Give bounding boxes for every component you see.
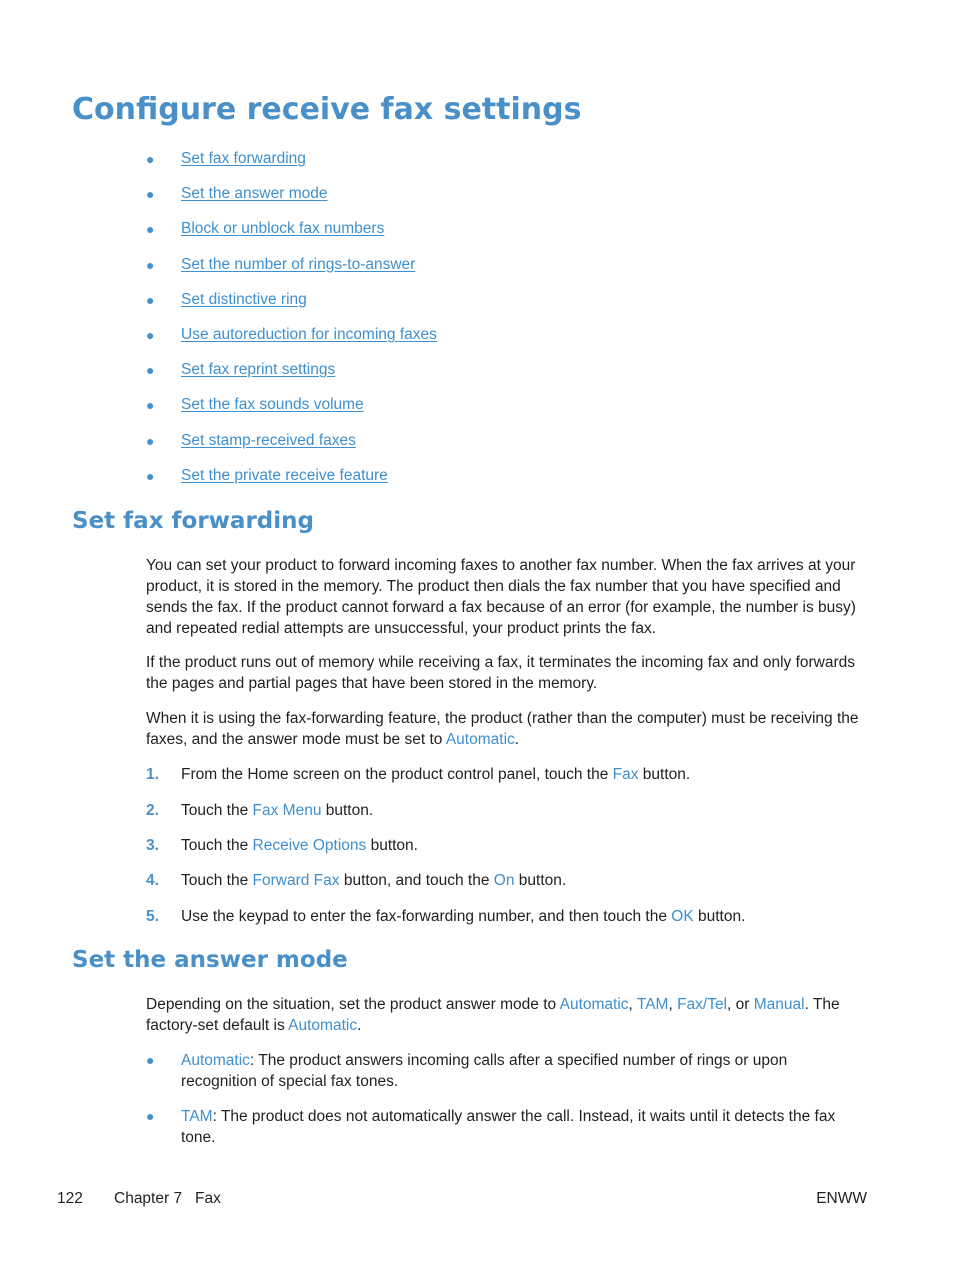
text-span: : The product does not automatically answer the call. Instead, it waits until it detects the fax tone.: [181, 1108, 836, 1146]
text-span: Touch the: [181, 837, 253, 854]
bullet-icon: ●: [146, 1052, 155, 1068]
answer-mode-bullet-tam: [146, 1106, 864, 1148]
text-span: , or: [727, 996, 754, 1013]
ui-term-ok: OK: [671, 908, 694, 925]
step-number: 2.: [146, 802, 159, 819]
step-text: [181, 764, 690, 785]
bullet-icon: ●: [146, 362, 155, 379]
bullet-icon: ●: [146, 291, 155, 308]
page-title: Configure receive fax settings: [72, 92, 582, 127]
bullet-icon: ●: [146, 432, 155, 449]
ui-term-tam: TAM: [181, 1108, 213, 1125]
ui-term-fax-tel: Fax/Tel: [677, 996, 728, 1013]
forwarding-paragraph-3: [146, 708, 864, 750]
toc-link-reprint-settings[interactable]: Set fax reprint settings: [181, 361, 336, 379]
step-text: [181, 870, 566, 891]
answer-mode-bullet-automatic: [146, 1050, 864, 1092]
text-span: .: [357, 1017, 362, 1034]
toc-link-rings-to-answer[interactable]: Set the number of rings-to-answer: [181, 255, 416, 273]
toc-item: [146, 357, 437, 392]
text-span: button, and touch the: [339, 872, 494, 889]
text-span: . The factory-set default is: [146, 996, 840, 1034]
ui-term-on: On: [493, 872, 515, 889]
text-span: Touch the: [181, 872, 253, 889]
ui-term-automatic: Automatic: [445, 731, 515, 748]
ui-term-receive-options: Receive Options: [252, 837, 367, 854]
step-text: [181, 800, 373, 821]
text-span: .: [514, 731, 520, 748]
section-heading-fax-forwarding: Set fax forwarding: [72, 508, 314, 534]
toc-item: [146, 463, 437, 498]
footer-page-number: 122: [57, 1190, 83, 1207]
text-span: From the Home screen on the product control panel, touch the: [181, 766, 613, 783]
toc-link-private-receive[interactable]: Set the private receive feature: [181, 466, 388, 484]
ui-term-automatic: Automatic: [559, 996, 629, 1013]
bullet-text: [181, 1106, 864, 1148]
answer-mode-intro: [146, 994, 864, 1036]
ui-term-fax: Fax: [612, 766, 639, 783]
toc-item: [146, 392, 437, 427]
toc-item: [146, 146, 437, 181]
bullet-icon: ●: [146, 397, 155, 414]
step-text: [181, 906, 745, 927]
bullet-icon: ●: [146, 256, 155, 273]
forwarding-paragraph-1: You can set your product to forward incoming faxes to another fax number. When the fax arrives at your product, it is stored in the memory. The product then dials the fax number that you have specified and sends the fax. If the product cannot forward a fax because of an error (for example, the number is busy) and repeated redial attempts are unsuccessful, your product prints the fax.: [146, 557, 856, 637]
toc-link-stamp-received[interactable]: Set stamp-received faxes: [181, 431, 356, 449]
toc-item: [146, 181, 437, 216]
step-number: 5.: [146, 908, 159, 925]
text-span: ,: [628, 996, 637, 1013]
ui-term-fax-menu: Fax Menu: [252, 802, 322, 819]
step-text: [181, 835, 418, 856]
bullet-icon: ●: [146, 221, 155, 238]
section-heading-answer-mode: Set the answer mode: [72, 947, 348, 973]
forwarding-paragraph-2: If the product runs out of memory while receiving a fax, it terminates the incoming fax and only forwards the pages and partial pages that have been stored in the memory.: [146, 654, 856, 692]
step-number: 4.: [146, 872, 159, 889]
text-span: : The product answers incoming calls after a specified number of rings or upon recognition of special fax tones.: [181, 1052, 788, 1090]
footer-locale: ENWW: [816, 1190, 867, 1207]
toc-item: [146, 252, 437, 287]
bullet-icon: ●: [146, 467, 155, 484]
bullet-icon: ●: [146, 326, 155, 343]
text-span: button.: [366, 837, 418, 854]
text-span: button.: [693, 908, 746, 925]
bullet-icon: ●: [146, 151, 155, 167]
ui-term-tam: TAM: [636, 996, 669, 1013]
text-span: ,: [668, 996, 678, 1013]
text-span: button.: [514, 872, 567, 889]
bullet-text: [181, 1050, 864, 1092]
ui-term-automatic: Automatic: [181, 1052, 250, 1069]
text-span: button.: [321, 802, 374, 819]
text-span: Depending on the situation, set the product answer mode to: [146, 996, 560, 1013]
ui-term-manual: Manual: [753, 996, 805, 1013]
toc-item: [146, 428, 437, 463]
text-span: Touch the: [181, 802, 253, 819]
toc-item: [146, 322, 437, 357]
ui-term-automatic-default: Automatic: [288, 1017, 358, 1034]
footer-chapter: Chapter 7 Fax: [114, 1190, 221, 1207]
toc-link-set-fax-forwarding[interactable]: Set fax forwarding: [181, 150, 306, 167]
text-span: button.: [638, 766, 691, 783]
toc-link-block-fax-numbers[interactable]: Block or unblock fax numbers: [181, 220, 385, 238]
bullet-icon: ●: [146, 186, 155, 203]
toc-link-set-answer-mode[interactable]: Set the answer mode: [181, 185, 328, 203]
toc-item: [146, 287, 437, 322]
ui-term-forward-fax: Forward Fax: [252, 872, 340, 889]
text-span: Use the keypad to enter the fax-forwarding number, and then touch the: [181, 908, 672, 925]
toc-link-sounds-volume[interactable]: Set the fax sounds volume: [181, 396, 364, 414]
text-span: When it is using the fax-forwarding feature, the product (rather than the computer) must be receiving the faxes, and the answer mode must be set to: [146, 710, 859, 748]
toc-item: [146, 216, 437, 251]
toc-link-autoreduction[interactable]: Use autoreduction for incoming faxes: [181, 325, 437, 343]
toc-list: [146, 146, 437, 498]
bullet-icon: ●: [146, 1108, 155, 1124]
step-number: 1.: [146, 766, 159, 783]
step-number: 3.: [146, 837, 159, 854]
toc-link-distinctive-ring[interactable]: Set distinctive ring: [181, 290, 307, 308]
